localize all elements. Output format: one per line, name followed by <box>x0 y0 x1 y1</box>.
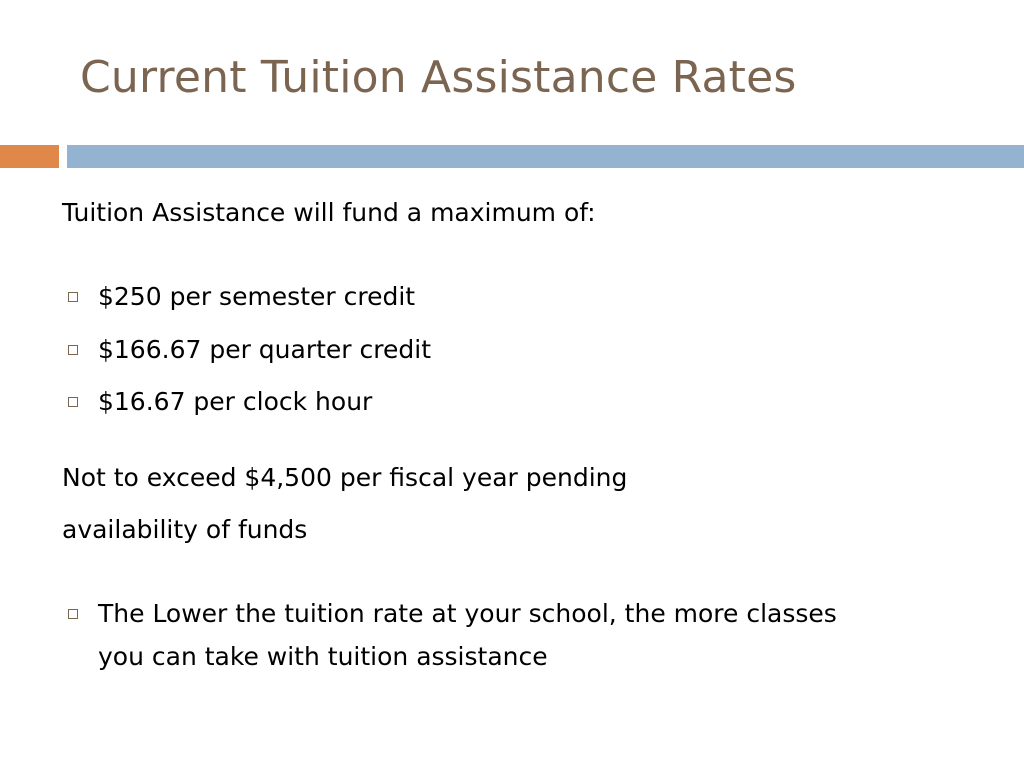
tip-text-line-2: you can take with tuition assistance <box>98 642 548 671</box>
tip-text-line-1: The Lower the tuition rate at your school, the more classes <box>98 599 837 628</box>
tip-item <box>64 592 964 678</box>
square-bullet-icon <box>68 397 78 407</box>
square-bullet-icon <box>68 292 78 302</box>
slide-title: Current Tuition Assistance Rates <box>80 52 797 103</box>
rate-item-quarter <box>64 328 964 371</box>
accent-bar-blue <box>67 145 1024 168</box>
accent-bar-orange <box>0 145 59 168</box>
limit-text-line-1: Not to exceed $4,500 per fiscal year pending <box>62 463 628 492</box>
square-bullet-icon <box>68 345 78 355</box>
intro-text: Tuition Assistance will fund a maximum of: <box>62 198 596 227</box>
rate-item-semester <box>64 275 964 318</box>
square-bullet-icon <box>68 609 78 619</box>
limit-text-line-2: availability of funds <box>62 515 308 544</box>
rate-item-clock-hour <box>64 380 964 423</box>
rate-text: $16.67 per clock hour <box>98 387 373 416</box>
rate-text: $166.67 per quarter credit <box>98 335 431 364</box>
rate-text: $250 per semester credit <box>98 282 416 311</box>
